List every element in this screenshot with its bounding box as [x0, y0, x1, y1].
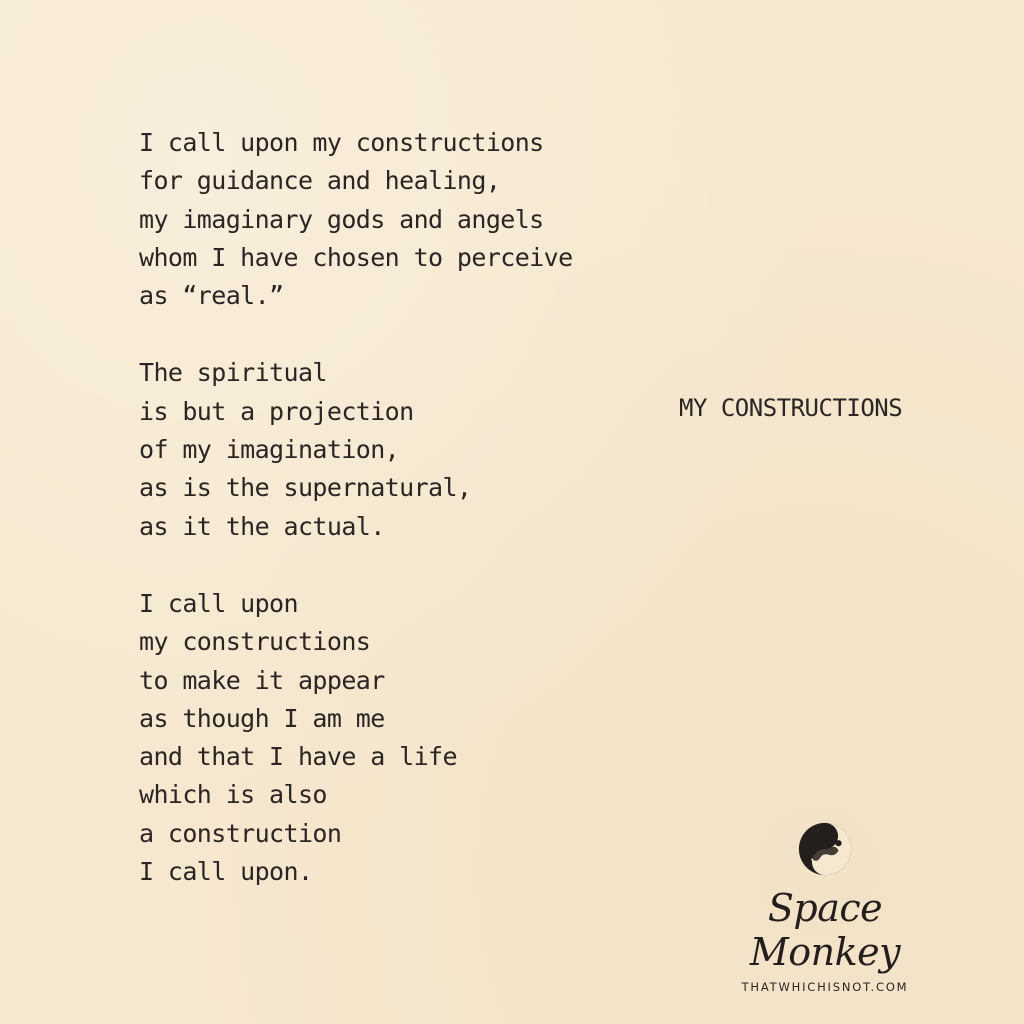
poem-line: my constructions: [139, 627, 371, 657]
poem-line: I call upon my constructions: [139, 128, 544, 157]
poem-line: as “real.”: [139, 281, 284, 311]
poem-line: The spiritual: [139, 358, 327, 388]
poem-line: for guidance and healing,: [139, 166, 501, 196]
stanza-3: [139, 585, 659, 891]
stanza-1: [139, 124, 659, 315]
poem-line: which is also: [139, 780, 327, 810]
poem-line: to make it appear: [139, 665, 385, 695]
brand-block: [690, 820, 960, 994]
poem-body: [139, 124, 659, 930]
brand-name: Space Monkey: [749, 886, 901, 974]
poem-line: I call upon: [139, 588, 298, 618]
poem-line: a construction: [139, 818, 342, 848]
stanza-2: [139, 354, 659, 545]
brand-url: THATWHICHISNOT.COM: [741, 980, 909, 994]
poem-line: whom I have chosen to perceive: [139, 242, 573, 272]
poem-line: as it the actual.: [139, 511, 385, 541]
poem-line: is but a projection: [139, 396, 414, 426]
poem-line: of my imagination,: [139, 435, 400, 465]
poem-line: as is the supernatural,: [139, 473, 472, 503]
poem-line: my imaginary gods and angels: [139, 204, 544, 234]
poem-line: I call upon.: [139, 857, 313, 887]
poem-line: and that I have a life: [139, 742, 457, 772]
poem-line: as though I am me: [139, 703, 385, 733]
monkey-yin-yang-icon: [796, 820, 854, 878]
poem-title: MY CONSTRUCTIONS: [679, 394, 903, 422]
